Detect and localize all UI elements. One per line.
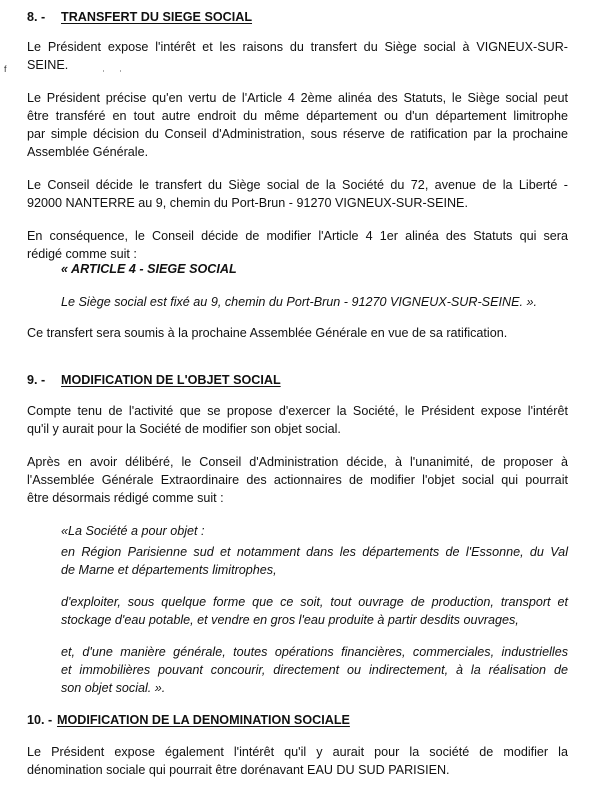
- paragraph-line: l'Assemblée Générale Extraordinaire des actionnaires de modifier l'objet social qui pourrait: [27, 473, 568, 487]
- scan-artifact: f: [4, 64, 7, 74]
- quote-intro: «La Société a pour objet :: [61, 524, 205, 538]
- paragraph-line: dénomination sociale qui pourrait être dorénavant EAU DU SUD PARISIEN.: [27, 763, 450, 777]
- section-number: 10. -: [27, 713, 53, 727]
- paragraph-line: 92000 NANTERRE au 9, chemin du Port-Brun - 91270 VIGNEUX-SUR-SEINE.: [27, 196, 468, 210]
- section-title: TRANSFERT DU SIEGE SOCIAL: [61, 10, 253, 24]
- quote-line: en Région Parisienne sud et notamment dans les départements de l'Essonne, du Val: [61, 545, 568, 559]
- quote-line: et, d'une manière générale, toutes opérations financières, commerciales, industrielles: [61, 645, 568, 659]
- paragraph-line: Après en avoir délibéré, le Conseil d'Administration décide, à l'unanimité, de proposer à: [27, 455, 568, 469]
- section-10-heading: [27, 712, 350, 728]
- paragraph-line: être transféré en tout autre endroit du même département ou d'un département limitrophe: [27, 109, 568, 123]
- paragraph-line: Le Président précise qu'en vertu de l'Article 4 2ème alinéa des Statuts, le Siège social peut: [27, 91, 568, 105]
- paragraph-line: Compte tenu de l'activité que se propose d'exercer la Société, le Président expose l'intérêt: [27, 404, 568, 418]
- section-number: 8. -: [27, 10, 46, 24]
- paragraph-line: par simple décision du Conseil d'Administration, sous réserve de ratification par la prochaine: [27, 127, 568, 141]
- section-title: MODIFICATION DE L'OBJET SOCIAL: [61, 373, 281, 387]
- paragraph-line: Ce transfert sera soumis à la prochaine Assemblée Générale en vue de sa ratification.: [27, 326, 508, 340]
- article-text: Le Siège social est fixé au 9, chemin du Port-Brun - 91270 VIGNEUX-SUR-SEINE. ».: [61, 295, 537, 309]
- paragraph-line: En conséquence, le Conseil décide de modifier l'Article 4 1er alinéa des Statuts qui sera: [27, 229, 568, 243]
- section-9-heading: [27, 372, 281, 388]
- section-8-heading: [27, 9, 252, 25]
- section-title: MODIFICATION DE LA DENOMINATION SOCIALE: [57, 713, 350, 727]
- paragraph-line: SEINE.: [27, 58, 69, 72]
- quote-line: et immobilières pouvant concourir, directement ou indirectement, à la réalisation de: [61, 663, 568, 677]
- article-title: « ARTICLE 4 - SIEGE SOCIAL: [61, 262, 237, 276]
- quote-line: de Marne et départements limitrophes,: [61, 563, 277, 577]
- paragraph-line: être désormais rédigé comme suit :: [27, 491, 224, 505]
- quote-line: d'exploiter, sous quelque forme que ce soit, tout ouvrage de production, transport et: [61, 595, 568, 609]
- paragraph-line: Le Président expose l'intérêt et les raisons du transfert du Siège social à VIGNEUX-SUR-: [27, 40, 568, 54]
- paragraph-line: qu'il y aurait pour la Société de modifier son objet social.: [27, 422, 341, 436]
- quote-line: son objet social. ».: [61, 681, 166, 695]
- quote-line: stockage d'eau potable, et vendre en gros l'eau produite à partir desdits ouvrages,: [61, 613, 519, 627]
- paragraph-line: Assemblée Générale.: [27, 145, 149, 159]
- paragraph-line: rédigé comme suit :: [27, 247, 137, 261]
- section-number: 9. -: [27, 373, 46, 387]
- paragraph-line: Le Conseil décide le transfert du Siège social de la Société du 72, avenue de la Liberté -: [27, 178, 568, 192]
- paragraph-line: Le Président expose également l'intérêt qu'il y aurait pour la société de modifier la: [27, 745, 568, 759]
